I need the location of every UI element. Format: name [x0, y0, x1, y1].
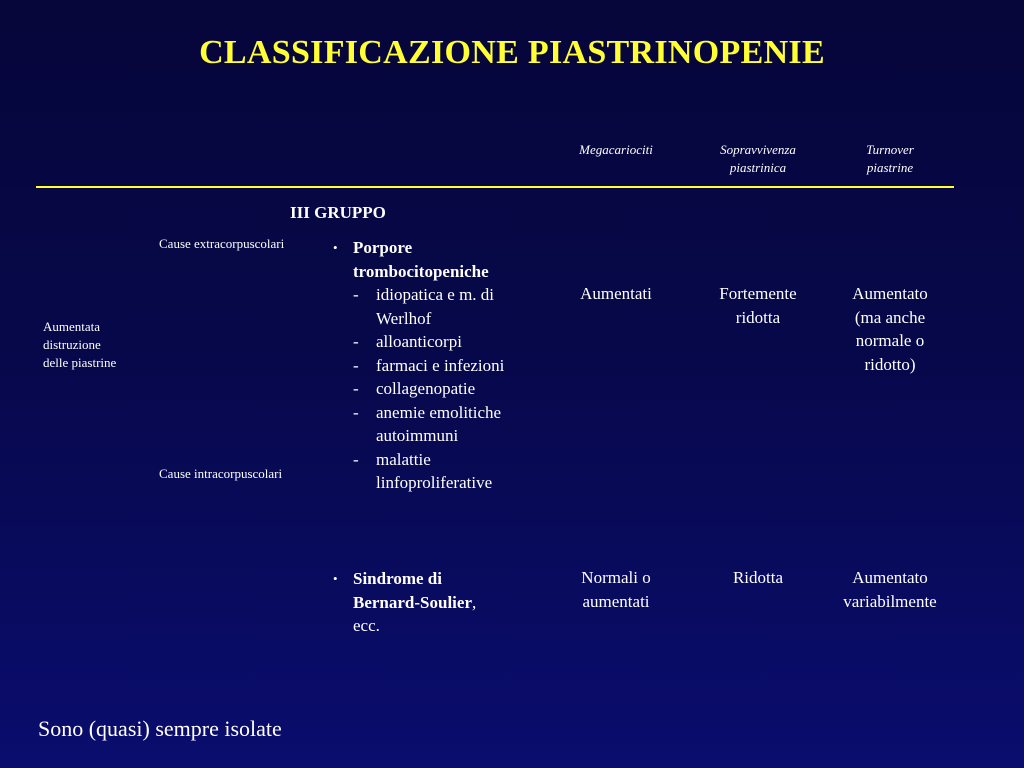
row1-heading-line2: trombocitopeniche: [353, 261, 489, 281]
column-header-turnover-line2: piastrine: [866, 160, 914, 175]
column-header-turnover-line1: Turnover: [866, 142, 914, 157]
dash-marker: -: [353, 355, 359, 375]
dash-marker: -: [353, 379, 359, 398]
column-header-megacariociti: [556, 141, 676, 159]
row2-megacariociti: [556, 566, 676, 613]
dash-marker: -: [353, 332, 359, 351]
row1-bullet-body: [353, 236, 546, 495]
left-category-line1: Aumentata: [43, 319, 101, 334]
bullet-icon: •: [333, 571, 338, 586]
column-header-megacariociti-label: Megacariociti: [579, 142, 653, 157]
row2-megacariociti-line2: aumentati: [582, 591, 650, 611]
row1-sopravvivenza-line1: Fortemente: [719, 284, 797, 303]
column-header-turnover: [830, 141, 950, 177]
header-divider: [36, 186, 954, 188]
row1-bullet-row: [331, 236, 546, 495]
column-header-sopravvivenza: [694, 141, 822, 177]
row2-description: [331, 567, 546, 638]
page-title: CLASSIFICAZIONE PIASTRINOPENIE: [199, 34, 825, 71]
row2-megacariociti-line1: Normali o: [581, 568, 651, 587]
list-item-line1: malattie: [376, 449, 431, 469]
row2-turnover-line1: Aumentato: [852, 568, 928, 587]
list-item-text: farmaci e infezioni: [376, 355, 505, 375]
list-item-text: [376, 401, 501, 448]
list-item-text: alloanticorpi: [376, 332, 462, 351]
row1-turnover-line4: ridotto): [864, 354, 916, 374]
row1-description: [331, 236, 546, 495]
group-label: III GRUPPO: [290, 203, 386, 222]
list-item-line2: Werlhof: [376, 308, 432, 328]
row2-bullet-row: [331, 567, 546, 638]
list-item: [353, 448, 546, 495]
row2-heading-line3: ecc.: [353, 616, 380, 635]
dash-marker: -: [353, 285, 359, 304]
list-item-line1: idiopatica e m. di: [376, 285, 495, 304]
row2-turnover-line2: variabilmente: [843, 591, 937, 611]
row1-turnover-line2: (ma anche: [854, 307, 926, 327]
row2-turnover: [826, 566, 954, 613]
row2-sopravvivenza: Ridotta: [732, 568, 784, 587]
row2-heading-line2-rest: ,: [472, 592, 477, 612]
row2-bullet-body: [353, 567, 546, 638]
list-item: [353, 283, 546, 330]
row1-megacariociti: Aumentati: [580, 284, 652, 303]
row1-turnover: [826, 282, 954, 376]
cause-extracorpuscolari: Cause extracorpuscolari: [159, 236, 285, 251]
row1-turnover-line3: normale o: [855, 331, 925, 350]
list-item-text: [376, 448, 492, 495]
row1-heading-line1: Porpore: [353, 238, 413, 257]
list-item: [353, 330, 546, 354]
left-category-label: [43, 318, 116, 372]
list-item-text: [376, 283, 494, 330]
row1-sopravvivenza: [694, 282, 822, 329]
bullet-icon: •: [333, 240, 338, 255]
row2-heading-line2-bold: Bernard-Soulier: [353, 592, 472, 612]
footer-note: Sono (quasi) sempre isolate: [38, 716, 282, 741]
dash-marker: -: [353, 402, 359, 422]
dash-marker: -: [353, 449, 359, 469]
list-item: [353, 354, 546, 378]
column-header-sopravvivenza-line2: piastrinica: [729, 160, 787, 175]
row2-heading-line2: [353, 591, 546, 615]
left-category-line3: delle piastrine: [43, 355, 117, 370]
cause-intracorpuscolari: Cause intracorpuscolari: [159, 466, 283, 481]
list-item-line2: autoimmuni: [376, 426, 459, 445]
list-item: [353, 377, 546, 401]
left-category-line2: distruzione: [43, 337, 101, 352]
row1-sopravvivenza-line2: ridotta: [735, 307, 781, 327]
row1-turnover-line1: Aumentato: [852, 284, 928, 303]
list-item-line2: linfoproliferative: [376, 473, 493, 492]
row2-heading-line1: Sindrome di: [353, 569, 442, 588]
list-item-text: collagenopatie: [376, 379, 476, 398]
row1-sub-list: [353, 283, 546, 495]
column-header-sopravvivenza-line1: Sopravvivenza: [720, 142, 796, 157]
list-item: [353, 401, 546, 448]
list-item-line1: anemie emolitiche: [376, 402, 502, 422]
